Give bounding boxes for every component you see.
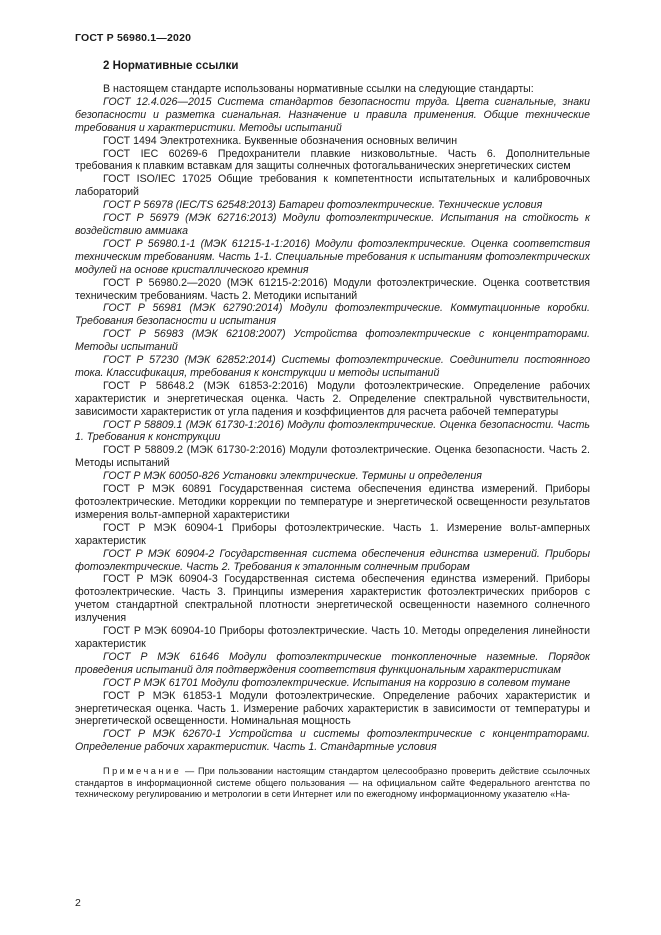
reference-item: ГОСТ Р МЭК 62670-1 Устройства и системы фотоэлектрические с концентраторами. Определение рабочих характеристик. Часть 1. Стандартные условия: [75, 728, 590, 754]
reference-item: ГОСТ Р 58809.1 (МЭК 61730-1:2016) Модули фотоэлектрические. Оценка безопасности. Часть 1. Требования к конструкции: [75, 418, 590, 444]
reference-item: ГОСТ Р МЭК 60904-3 Государственная система обеспечения единства измерений. Приборы фотоэлектрические. Часть 3. Принципы измерения характеристик фотоэлектрических приборов с учетом стандартной спектральной плотности энергетической освещенности наземного солнечного излучения: [75, 573, 590, 625]
reference-item: ГОСТ Р 56978 (IEC/TS 62548:2013) Батареи фотоэлектрические. Технические условия: [103, 199, 543, 212]
note-text: — При пользовании настоящим стандартом целесообразно проверить действие ссылочных стандартов в информационной системе общего пользования — на официальном сайте Федерального агентства по техническому регулированию и метрологии в сети Интернет или по ежегодному информационному указателю «На-: [75, 766, 590, 800]
references-list: [75, 96, 590, 754]
running-header: ГОСТ Р 56980.1—2020: [75, 32, 192, 44]
reference-item: ГОСТ Р 56980.2—2020 (МЭК 61215-2:2016) Модули фотоэлектрические. Оценка соответствия техническим требованиям. Часть 2. Методики испытаний: [75, 276, 590, 302]
reference-item: ГОСТ Р МЭК 60904-10 Приборы фотоэлектрические. Часть 10. Методы определения линейности характеристик: [75, 625, 590, 650]
reference-item: ГОСТ Р МЭК 60891 Государственная система обеспечения единства измерений. Приборы фотоэлектрические. Методики коррекции по температуре и энергетической освещенности результатов измерения вольт-амперной характеристики: [75, 483, 590, 521]
reference-item: ГОСТ Р 56979 (МЭК 62716:2013) Модули фотоэлектрические. Испытания на стойкость к воздействию аммиака: [75, 212, 590, 237]
reference-item: ГОСТ Р 58809.2 (МЭК 61730-2:2016) Модули фотоэлектрические. Оценка безопасности. Часть 2. Методы испытаний: [75, 444, 590, 470]
reference-item: ГОСТ Р МЭК 61853-1 Модули фотоэлектрические. Определение рабочих характеристик и энергетическая оценка. Часть 1. Измерение рабочих характеристик в зависимости от температуры и энергетической освещенности. Номинальная мощность: [75, 689, 590, 728]
reference-item: ГОСТ 12.4.026—2015 Система стандартов безопасности труда. Цвета сигнальные, знаки безопасности и разметка сигнальная. Назначение и правила применения. Общие технические требования и характеристики. Методы испытаний: [75, 95, 590, 134]
reference-item: ГОСТ Р 56981 (МЭК 62790:2014) Модули фотоэлектрические. Коммутационные коробки. Требования безопасности и испытания: [75, 302, 590, 328]
reference-item: ГОСТ Р МЭК 60904-2 Государственная система обеспечения единства измерений. Приборы фотоэлектрические. Часть 2. Требования к эталонным солнечным приборам: [75, 547, 590, 573]
reference-item: ГОСТ 1494 Электротехника. Буквенные обозначения основных величин: [103, 134, 458, 147]
reference-item: ГОСТ Р МЭК 60050-826 Установки электрические. Термины и определения: [103, 470, 482, 483]
section-title: 2 Нормативные ссылки: [103, 60, 239, 72]
note-paragraph: [75, 766, 590, 801]
reference-item: ГОСТ Р МЭК 61701 Модули фотоэлектрические. Испытания на коррозию в солевом тумане: [103, 676, 571, 689]
reference-item: ГОСТ Р МЭК 60904-1 Приборы фотоэлектрические. Часть 1. Измерение вольт-амперных характеристик: [75, 521, 590, 547]
reference-item: ГОСТ Р 56980.1-1 (МЭК 61215-1-1:2016) Модули фотоэлектрические. Оценка соответствия техническим требованиям. Часть 1-1. Специальные требования к испытаниям фотоэлектрических модулей на основе кристаллического кремния: [75, 237, 590, 276]
page-number: 2: [75, 897, 81, 909]
reference-item: ГОСТ Р 58648.2 (МЭК 61853-2:2016) Модули фотоэлектрические. Определение рабочих характеристик и энергетическая оценка. Часть 2. Определение спектральной чувствительности, зависимости характеристик от угла падения и коэффициентов для расчета рабочей температуры: [75, 379, 590, 418]
note-label: Примечание: [103, 766, 182, 777]
body-text: [75, 83, 590, 754]
reference-item: ГОСТ ISO/IEC 17025 Общие требования к компетентности испытательных и калибровочных лабораторий: [75, 173, 590, 199]
reference-item: ГОСТ Р МЭК 61646 Модули фотоэлектрические тонкопленочные наземные. Порядок проведения испытаний для подтверждения соответствия функциональным характеристикам: [75, 650, 590, 676]
reference-item: ГОСТ IEC 60269-6 Предохранители плавкие низковольтные. Часть 6. Дополнительные требования к плавким вставкам для защиты солнечных фотогальванических энергетических систем: [75, 147, 590, 173]
intro-paragraph: В настоящем стандарте использованы нормативные ссылки на следующие стандарты:: [103, 83, 534, 95]
reference-item: ГОСТ Р 57230 (МЭК 62852:2014) Системы фотоэлектрические. Соединители постоянного тока. Классификация, требования к конструкции и методы испытаний: [75, 354, 590, 379]
reference-item: ГОСТ Р 56983 (МЭК 62108:2007) Устройства фотоэлектрические с концентраторами. Методы испытаний: [75, 328, 590, 354]
